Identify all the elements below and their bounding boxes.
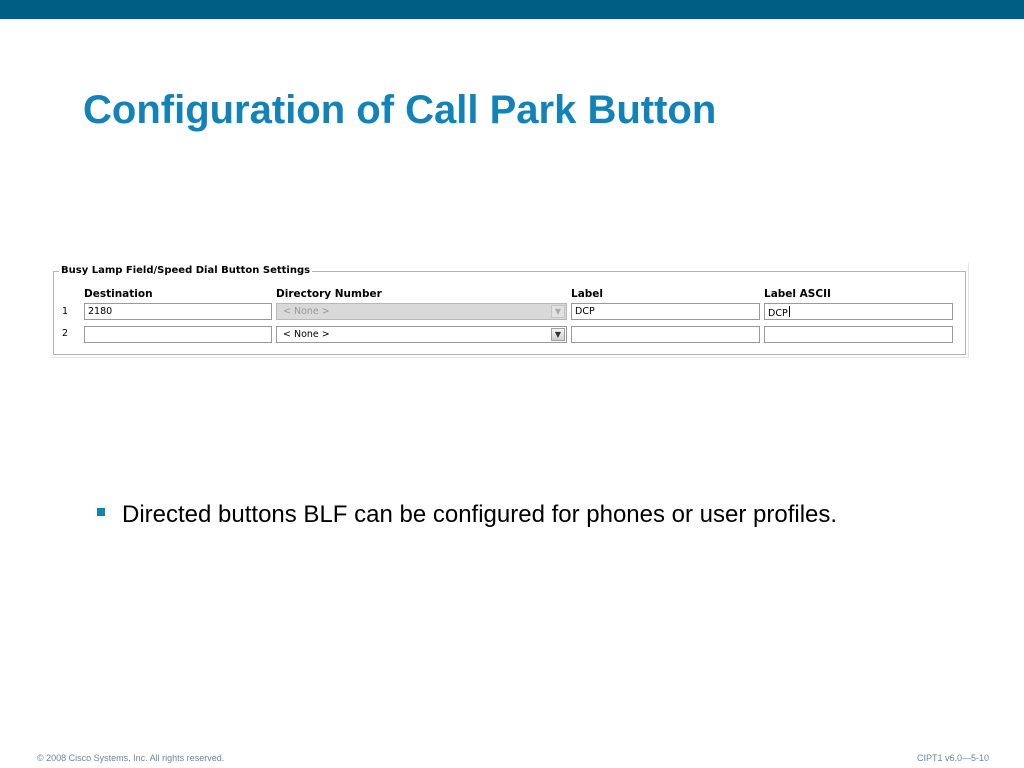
select-value: < None >: [283, 329, 330, 340]
label-ascii-field[interactable]: [764, 303, 953, 320]
slide-number-footer: CIPT1 v6.0—5-10: [916, 753, 989, 763]
bullet-text: Directed buttons BLF can be configured for phones or user profiles.: [122, 501, 838, 528]
destination-field[interactable]: 2180: [84, 303, 272, 320]
row-number: 2: [62, 328, 69, 339]
field-value: DCP: [768, 308, 788, 319]
copyright-footer: © 2008 Cisco Systems, Inc. All rights reserved.: [37, 753, 225, 763]
chevron-down-icon: ▼: [551, 305, 565, 318]
select-value: < None >: [283, 306, 330, 317]
group-legend: Busy Lamp Field/Speed Dial Button Settings: [61, 265, 311, 276]
directory-number-select[interactable]: [276, 326, 567, 343]
square-bullet-icon: [97, 508, 105, 516]
destination-field[interactable]: [84, 326, 272, 343]
chevron-down-icon[interactable]: ▼: [551, 328, 565, 341]
top-banner: [0, 0, 1024, 19]
label-ascii-field[interactable]: [764, 326, 953, 343]
column-header-directory-number: Directory Number: [276, 288, 382, 300]
row-number: 1: [62, 306, 69, 317]
column-header-label: Label: [571, 288, 604, 300]
column-header-destination: Destination: [84, 288, 153, 300]
label-field[interactable]: DCP: [571, 303, 760, 320]
text-cursor: [789, 306, 790, 317]
page-title: Configuration of Call Park Button: [83, 88, 717, 132]
label-field[interactable]: [571, 326, 760, 343]
column-header-label-ascii: Label ASCII: [764, 288, 831, 300]
blf-settings-screenshot: [51, 263, 969, 358]
directory-number-select[interactable]: [276, 303, 567, 320]
